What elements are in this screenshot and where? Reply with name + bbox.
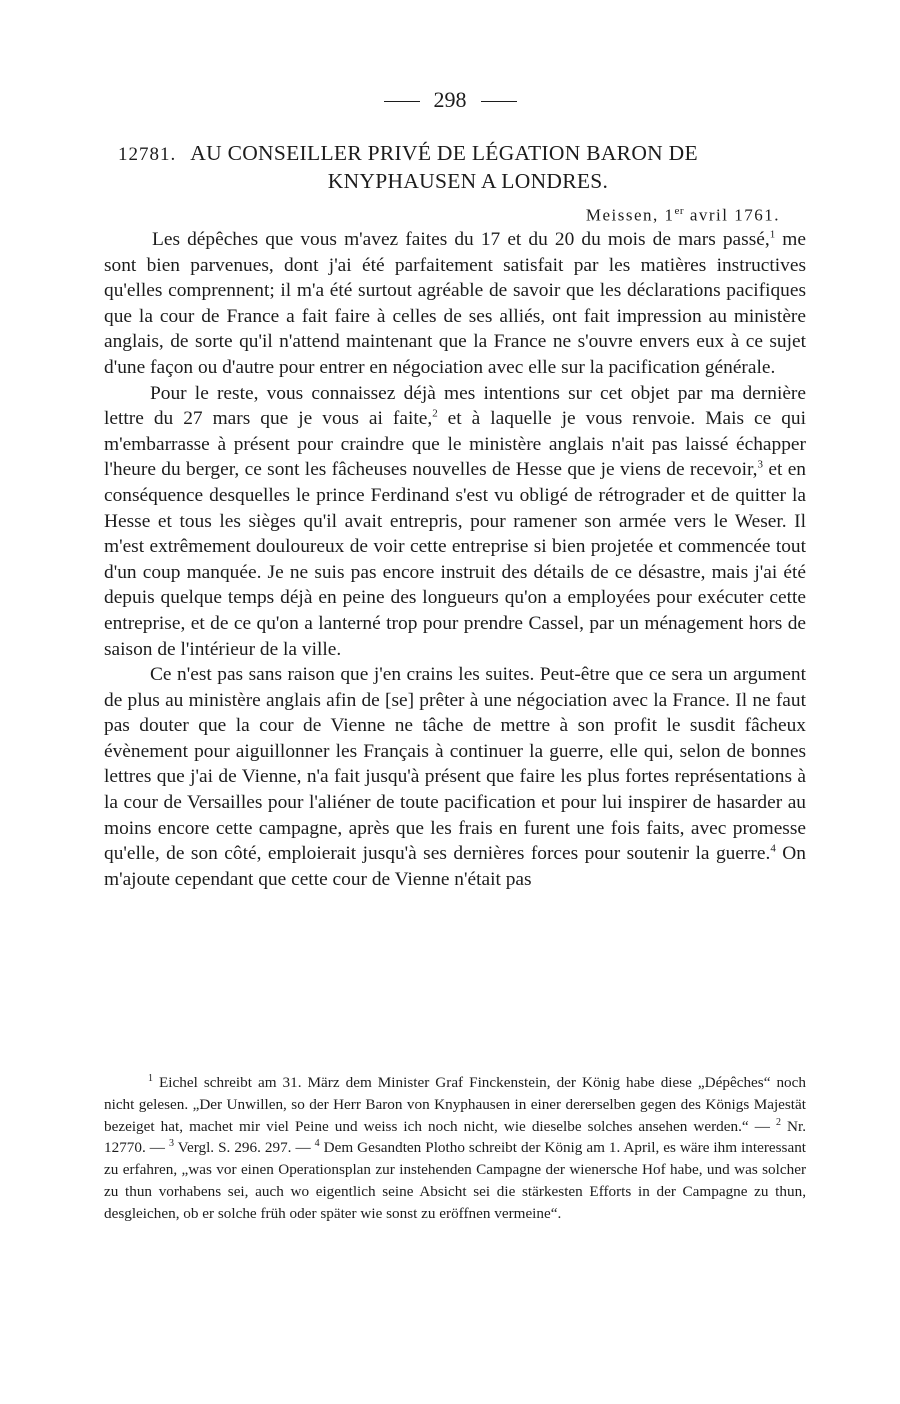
footnote-mark-4: 4 [314, 1138, 320, 1150]
dateline-month-year: avril 1761. [684, 205, 780, 225]
paragraph-text: Pour le reste, vous connaissez déjà mes intentions sur cet objet par ma dernière lettre du 27 mars que je vous ai faite, [104, 382, 806, 430]
body-paragraph-3 [104, 662, 806, 892]
footnote-ref-3: 3 [757, 458, 764, 471]
footnote-mark-3: 3 [168, 1138, 174, 1150]
footnote-mark-1: 1 [148, 1072, 153, 1084]
paragraph-text: et en conséquence desquelles le prince Ferdinand s'est vu obligé de rétrograder et de quitter la Hesse et tous les sièges qu'il avait entrepris, pour ramener son armée vers le Weser. Il m'est extrêmement douloureux de voir cette entreprise si bien projetée et commencée tout d'un coup manquée. Je ne suis pas encore instruit des détails de ce désastre, mais j'ai été depuis quelque temps déjà en peine des longueurs qu'on a employées pour exécuter cette entreprise, et de ce qu'on a lanterné trop pour prendre Cassel, par un ménagement hors de saison de l'intérieur de la ville. [104, 459, 806, 660]
letter-body [104, 227, 806, 892]
letter-heading [118, 140, 808, 195]
footnote-text-2: Nr. 12770. — [104, 1117, 806, 1157]
body-paragraph-2 [104, 381, 806, 663]
footnote-text-3: Vergl. S. 296. 297. — [173, 1139, 315, 1157]
footnote-text-1: Eichel schreibt am 31. März dem Minister Graf Finckenstein, der König habe diese „Dépêches“ noch nicht gelesen. „Der Unwillen, so der Herr Baron von Knyphausen in einer dererselben gegen des Königs Majestät bezeiget hat, machet mir viel Peine und weiss ich noch nicht, wie dieselbe solches ansehen werden.“ — [104, 1074, 806, 1135]
paragraph-text: Ce n'est pas sans raison que j'en crains les suites. Peut-être que ce sera un argument de plus au ministère anglais afin de [se] prêter à une négociation avec la France. Il ne faut pas douter que la cour de Vienne ne tâche de mettre à son profit le susdit fâcheux évènement pour aiguillonner les Français à continuer la guerre, elle qui, selon de bonnes lettres que j'ai de Vienne, n'a fait jusqu'à présent que faire les plus fortes représentations à la cour de Versailles pour l'aliéner de toute pacification et pour lui inspirer de hasarder au moins encore cette campagne, après que les frais en furent une fois faits, avec promesse qu'elle, de son côté, emploierait jusqu'à ses dernières forces pour soutenir la guerre. [104, 664, 806, 865]
letter-title-line2: KNYPHAUSEN A LONDRES. [327, 169, 609, 193]
dateline-day-suffix: er [674, 205, 685, 217]
page-number [0, 86, 900, 114]
footnote-mark-2: 2 [775, 1116, 781, 1128]
footnote-ref-1: 1 [769, 228, 776, 241]
paragraph-text: Les dépêches que vous m'avez faites du 17 et du 20 du mois de mars passé, [152, 229, 770, 250]
footnote-ref-2: 2 [432, 407, 438, 420]
paragraph-text: On m'ajoute cependant que cette cour de Vienne n'était pas [104, 843, 807, 890]
body-paragraph-1 [104, 227, 806, 381]
page-number-dash-left [384, 101, 420, 102]
page-number-dash-right [481, 101, 517, 102]
letter-number: 12781. [118, 144, 177, 165]
footnote-text-4: Dem Gesandten Plotho schreibt der König am 1. April, es wäre ihm interessant zu erfahren, „was vor einen Operationsplan zur instehenden Campagne der wienersche Hof habe, und was solcher zu thun vorhabens sei, auch wo eigentlich seine Absicht sei die stärkesten Efforts in der Campagne zu thun, desgleichen, ob er solche früh oder später wie sonst zu eröffnen vermeine“. [104, 1139, 807, 1222]
letter-title-line1: AU CONSEILLER PRIVÉ DE LÉGATION BARON DE [190, 141, 698, 165]
dateline [540, 200, 780, 227]
footnote-block [104, 1072, 806, 1225]
dateline-place: Meissen, [585, 205, 659, 225]
dateline-day: 1 [664, 205, 675, 225]
paragraph-text: me sont bien parvenues, dont j'ai été parfaitement satisfait par les matières instructives qu'elles comprennent; il m'a été surtout agréable de savoir que les déclarations pacifiques que la cour de France a fait faire à celles de ses alliés, ont fait impression au ministère anglais, de sorte qu'il n'attend maintenant que la France ne s'ouvre envers eux à ce sujet d'une façon ou d'autre pour entrer en négociation avec elle sur la pacification générale. [104, 229, 806, 378]
paragraph-text: et à laquelle je vous renvoie. Mais ce qui m'embarrasse à présent pour craindre que le ministère anglais n'ait pas laissé échapper l'heure du berger, ce sont les fâcheuses nouvelles de Hesse que je viens de recevoir, [104, 408, 807, 481]
footnote-ref-4: 4 [770, 842, 776, 855]
page-number-text: 298 [433, 87, 467, 112]
footnotes [104, 1072, 806, 1225]
